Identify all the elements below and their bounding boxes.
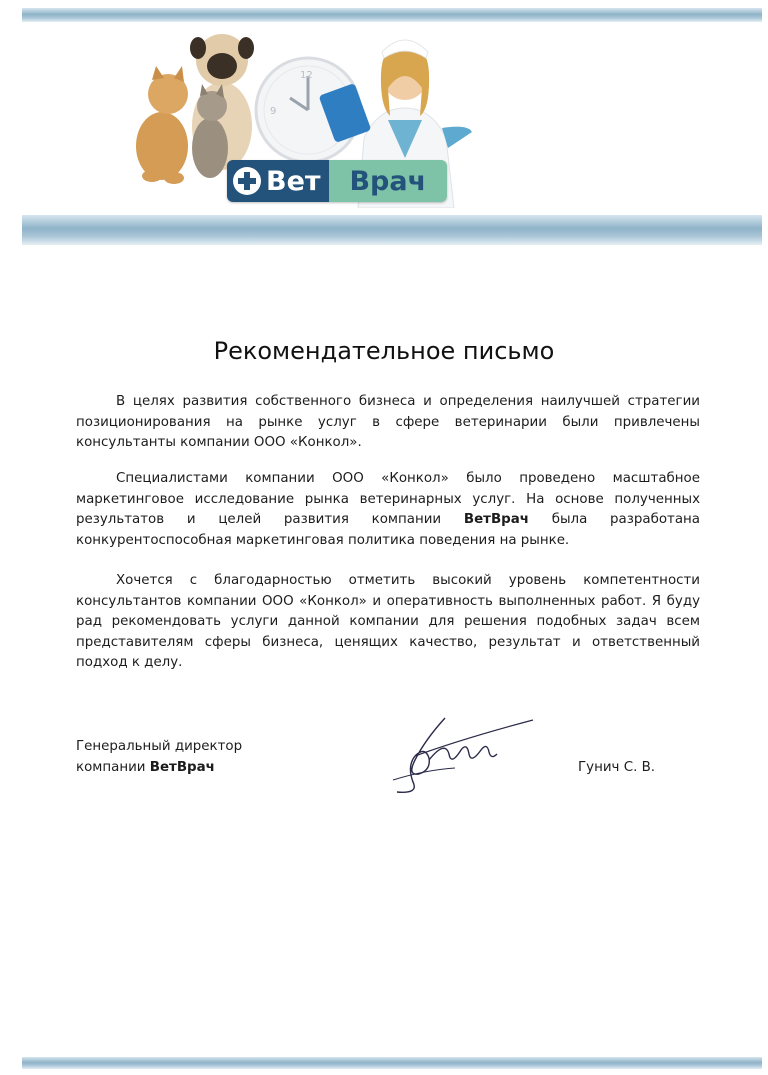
- signatory-company: ВетВрач: [149, 759, 215, 775]
- handwritten-signature: [385, 710, 545, 800]
- svg-text:9: 9: [270, 106, 277, 117]
- logo-text-part2: Врач: [349, 165, 427, 197]
- paragraph-3: Хочется с благодарностью отметить высокий уровень компетентности консультантов компании ООО «Конкол» и оперативность выполненных работ. Я буду рад рекомендовать услуги данной компании для решения подобных задач всем представителям сферы бизнеса, ценящих качество, результат и ответственный подход к делу.: [76, 573, 700, 670]
- cat-illustration: [136, 66, 188, 184]
- paragraph-2-company: ВетВрач: [463, 512, 529, 527]
- paragraph-1: В целях развития собственного бизнеса и определения наилучшей стратегии позиционирования на рынке услуг в сфере ветеринарии были привлечены консультанты компании ООО «Конкол».: [76, 394, 700, 450]
- medical-cross-icon: [233, 167, 261, 195]
- top-decor-band: [22, 8, 762, 22]
- letter-title: Рекомендательное письмо: [213, 337, 555, 365]
- bottom-decor-band: [22, 1057, 762, 1069]
- signatory-role-prefix: компании: [76, 759, 150, 775]
- signatory-role: [76, 737, 242, 778]
- logo-text-part1: Вет: [266, 165, 321, 197]
- header-decor-band: [22, 215, 762, 245]
- svg-text:12: 12: [300, 70, 313, 81]
- paragraph-2-text-b: была разработана конкурентоспособная маркетинговая политика поведения на рынке.: [76, 512, 700, 548]
- signatory-role-line1: Генеральный директор: [76, 739, 243, 754]
- paragraph-2: [76, 469, 700, 551]
- signatory-name: Гунич С. В.: [578, 760, 656, 775]
- signatory-role-line2: [76, 758, 242, 779]
- tabby-cat-illustration: [192, 84, 228, 178]
- company-logo: [227, 160, 447, 202]
- paragraph-2-text-a: Специалистами компании ООО «Конкол» было проведено масштабное маркетинговое исследование рынка ветеринарных услуг. На основе полученных результатов и целей развития компании: [76, 471, 700, 527]
